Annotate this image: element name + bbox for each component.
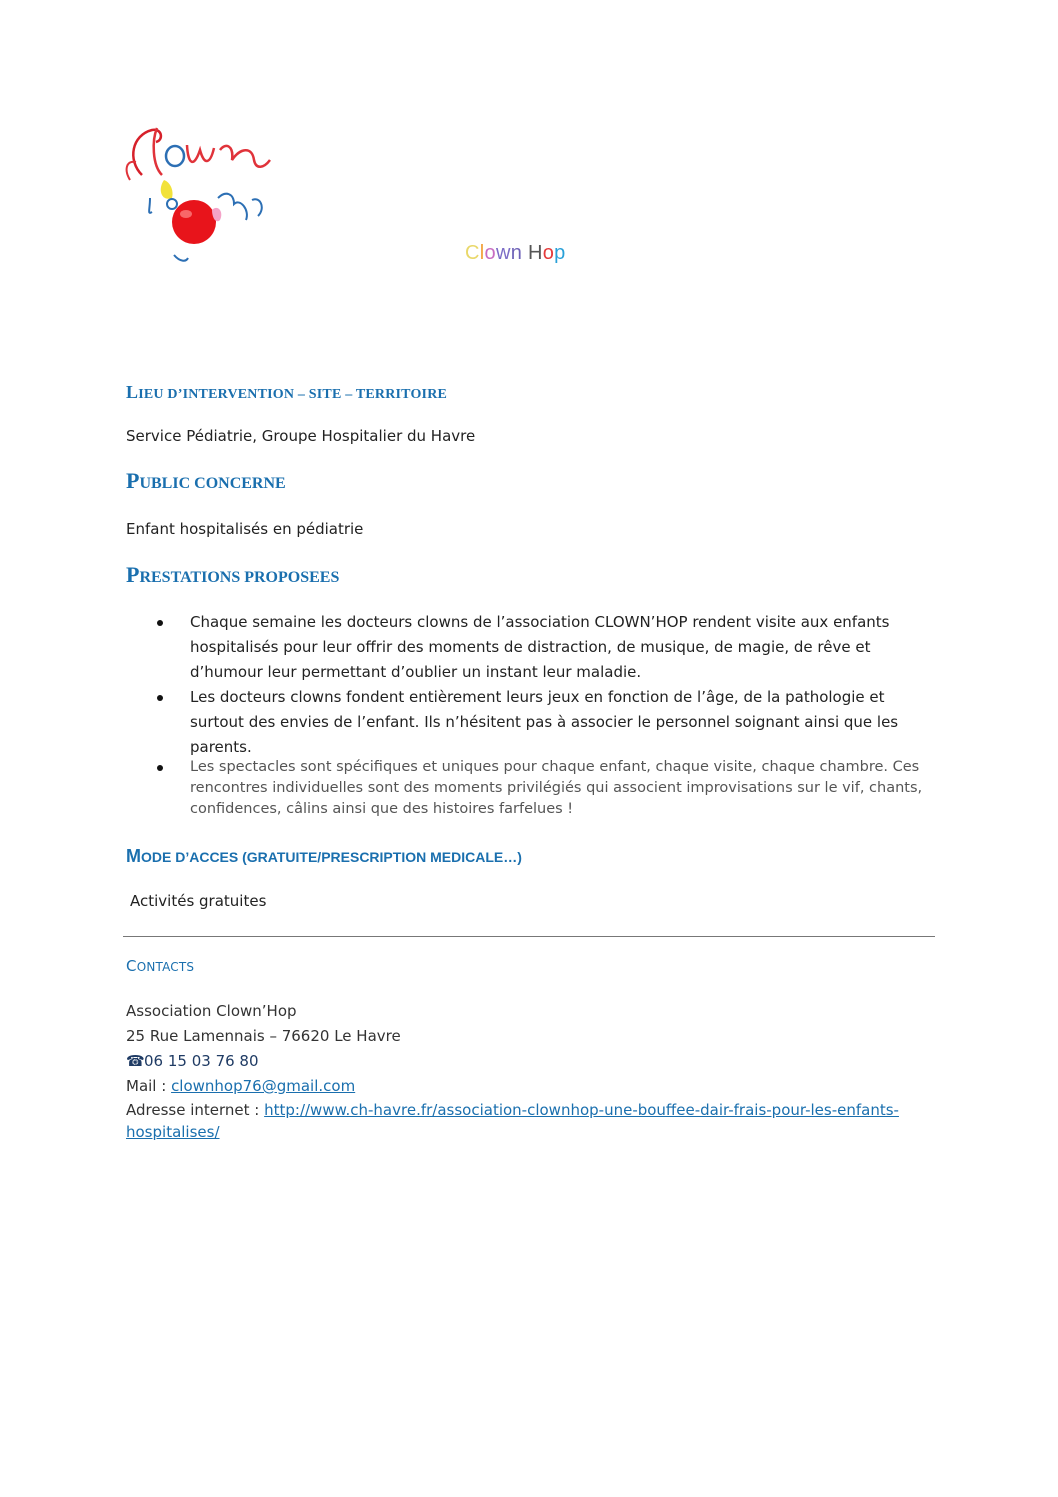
heading-initial: M [126,846,141,866]
heading-initial: P [126,468,140,493]
mail-link[interactable]: clownhop76@gmail.com [171,1077,356,1095]
heading-rest: ODE D’ACCES (GRATUITE/PRESCRIPTION MEDICALE…) [141,849,522,865]
heading-rest: ONTACTS [136,960,195,974]
public-text: Enfant hospitalisés en pédiatrie [126,520,364,538]
contact-web [126,1099,899,1143]
bullet-icon [157,695,163,701]
brand-letter: H [527,242,543,264]
section-heading-lieu [126,382,447,403]
mode-text: Activités gratuites [130,892,267,910]
contact-mail [126,1077,355,1095]
list-item: Chaque semaine les docteurs clowns de l’association CLOWN’HOP rendent visite aux enfants hospitalisés pour leur offrir des moments de distraction, de musique, de magie, de rêve et d’humour leur permettant d’oublier un instant leur maladie. [150,610,930,685]
clown-logo-icon [122,120,282,265]
heading-initial: C [126,957,137,975]
heading-rest: UBLIC CONCERNE [139,475,286,492]
mail-label: Mail : [126,1077,172,1095]
phone-number: 06 15 03 76 80 [144,1052,259,1070]
heading-rest: IEU D’INTERVENTION – SITE – TERRITOIRE [138,387,448,402]
bullet-icon [157,765,163,771]
brand-letter: l [479,242,485,264]
list-item: Les spectacles sont spécifiques et uniques pour chaque enfant, chaque visite, chaque chambre. Ces rencontres individuelles sont des moments privilégiés qui associent improvisations sur le vif, chants, confidences, câlins ainsi que des histoires farfelues ! [150,757,930,820]
section-heading-prestations [126,562,339,588]
brand-title [465,242,566,265]
section-heading-mode [126,846,522,867]
brand-letter: C [465,242,480,264]
bullet-icon [157,620,163,626]
web-link-continued[interactable]: hospitalises/ [126,1123,220,1141]
contacts-heading [126,957,194,975]
lieu-text: Service Pédiatrie, Groupe Hospitalier du Havre [126,427,476,445]
contact-address: 25 Rue Lamennais – 76620 Le Havre [126,1027,401,1045]
heading-initial: L [126,382,139,402]
prestations-list [150,610,930,760]
brand-letter: n [510,242,523,264]
heading-rest: RESTATIONS PROPOSEES [139,569,340,586]
contact-name: Association Clown’Hop [126,1002,297,1020]
prestations-list-extra [150,757,930,820]
divider [123,936,935,937]
section-heading-public [126,468,286,494]
brand-letter: o [484,242,496,264]
brand-letter: p [554,242,566,264]
brand-letter: w [495,242,511,264]
brand-letter: o [542,242,555,264]
list-item: Les docteurs clowns fondent entièrement leurs jeux en fonction de l’âge, de la pathologie et surtout des envies de l’enfant. Ils n’hésitent pas à associer le personnel soignant ainsi que les parents. [150,685,930,760]
contact-phone [126,1052,259,1070]
heading-initial: P [126,562,140,587]
web-link[interactable]: http://www.ch-havre.fr/association-clownhop-une-bouffee-dair-frais-pour-les-enfants- [264,1101,899,1119]
web-label: Adresse internet : [126,1101,265,1119]
phone-icon: ☎ [126,1052,145,1070]
